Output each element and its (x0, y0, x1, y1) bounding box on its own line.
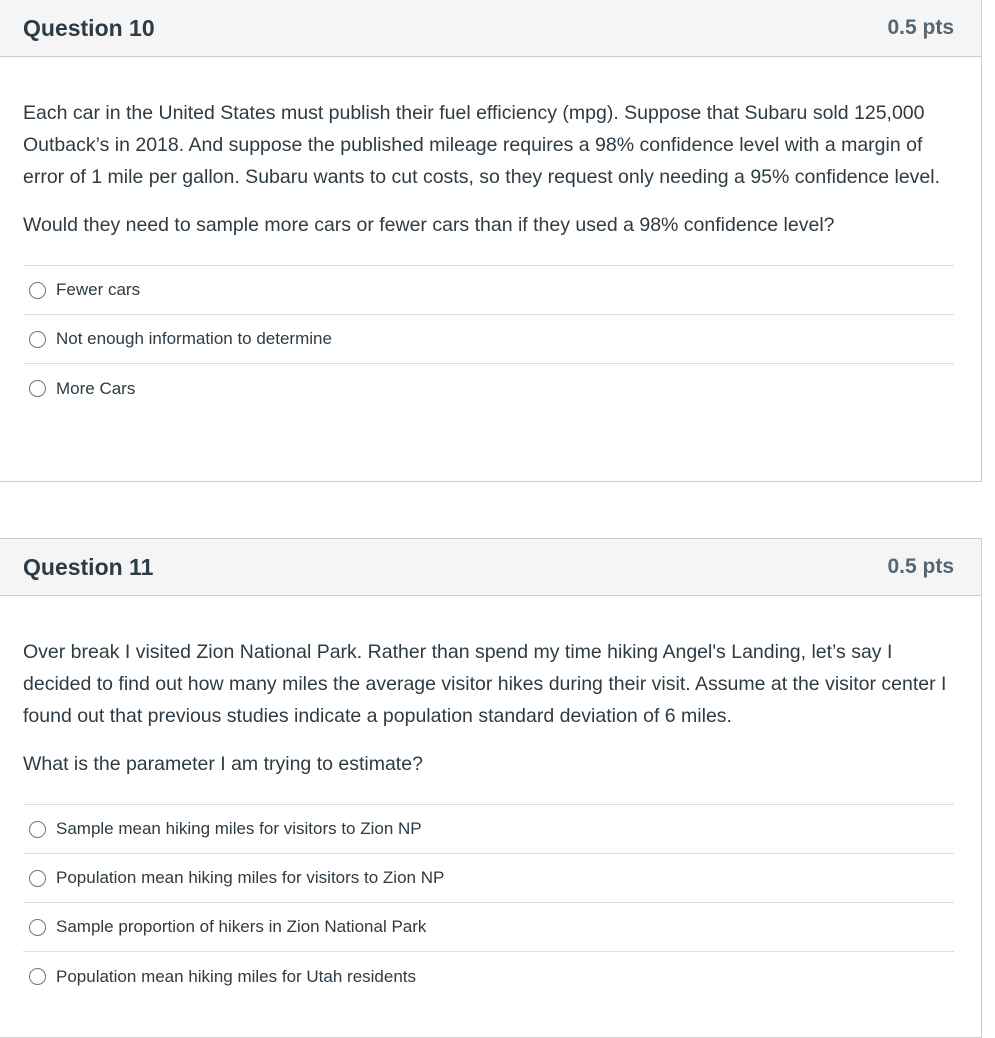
answer-option[interactable] (23, 805, 954, 854)
question-prompt: Would they need to sample more cars or fewer cars than if they used a 98% confidence level? (23, 214, 835, 236)
question-body (0, 57, 981, 413)
question-title: Question 11 (23, 553, 154, 580)
radio-button[interactable] (29, 821, 46, 838)
answer-label[interactable]: Not enough information to determine (56, 329, 332, 348)
question-text (23, 636, 954, 780)
radio-button[interactable] (29, 331, 46, 348)
question-body (0, 596, 981, 1001)
question-prompt: What is the parameter I am trying to estimate? (23, 753, 423, 775)
radio-button[interactable] (29, 282, 46, 299)
question-text (23, 97, 954, 241)
answer-label[interactable]: Population mean hiking miles for Utah residents (56, 966, 417, 986)
radio-button[interactable] (29, 380, 46, 397)
question-11 (0, 538, 982, 1038)
answer-label[interactable]: More Cars (56, 378, 136, 398)
radio-button[interactable] (29, 968, 46, 985)
question-title: Question 10 (23, 14, 155, 41)
answer-label[interactable]: Fewer cars (56, 280, 141, 299)
answer-label[interactable]: Sample proportion of hikers in Zion National Park (56, 917, 427, 936)
answer-option[interactable] (23, 903, 954, 952)
answer-label[interactable]: Sample mean hiking miles for visitors to Zion NP (56, 819, 422, 838)
radio-button[interactable] (29, 919, 46, 936)
answer-list (23, 804, 954, 1001)
question-points: 0.5 pts (887, 555, 954, 578)
answer-option[interactable] (23, 952, 954, 1001)
radio-button[interactable] (29, 870, 46, 887)
answer-option[interactable] (23, 364, 954, 413)
answer-label[interactable]: Population mean hiking miles for visitors to Zion NP (56, 868, 445, 887)
question-header (0, 539, 981, 596)
question-points: 0.5 pts (887, 16, 954, 39)
answer-option[interactable] (23, 854, 954, 903)
answer-option[interactable] (23, 315, 954, 364)
answer-list (23, 265, 954, 413)
question-header (0, 0, 981, 57)
question-paragraph: Over break I visited Zion National Park. Rather than spend my time hiking Angel's Landing, let’s say I decided to find out how many miles the average visitor hikes during their visit. Assume at the visitor center I found out that previous studies indicate a population standard deviation of 6 miles. (23, 641, 947, 727)
answer-option[interactable] (23, 266, 954, 315)
question-10 (0, 0, 982, 482)
question-paragraph: Each car in the United States must publish their fuel efficiency (mpg). Suppose that Subaru sold 125,000 Outback’s in 2018. And suppose the published mileage requires a 98% confidence level with a margin of error of 1 mile per gallon. Subaru wants to cut costs, so they request only needing a 95% confidence level. (23, 102, 941, 188)
